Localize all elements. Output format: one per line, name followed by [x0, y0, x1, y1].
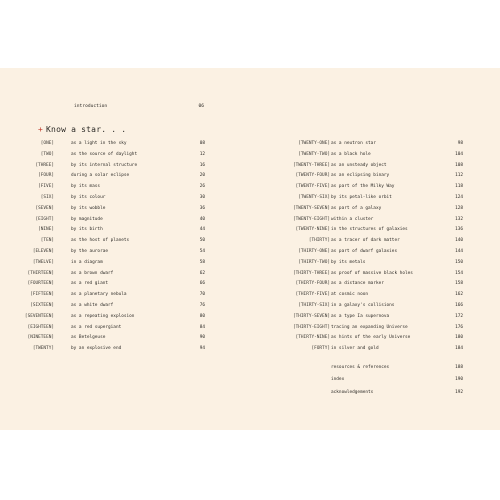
page-number: 188	[455, 365, 463, 370]
page-number: 118	[455, 184, 463, 190]
toc-entry[interactable]	[30, 301, 205, 312]
chapter-title: at cosmic noon	[331, 292, 369, 298]
page-number: 166	[455, 302, 463, 308]
toc-entry[interactable]	[280, 312, 463, 323]
page-number: 76	[199, 302, 205, 308]
page-number: 90	[199, 335, 205, 341]
chapter-number: [ONE]	[40, 141, 54, 146]
chapter-number: [THIRTY-SEVEN]	[292, 313, 330, 319]
toc-entry[interactable]	[280, 290, 463, 301]
chapter-number: [FIFTEEN]	[30, 292, 54, 298]
page-number: 128	[455, 205, 463, 211]
chapter-number: [SIX]	[40, 194, 54, 200]
toc-entry[interactable]	[280, 225, 463, 236]
chapter-title: as hints of the early Universe	[331, 335, 411, 341]
chapter-number: [TWENTY-SEVEN]	[292, 205, 330, 211]
page-number: 30	[199, 194, 205, 200]
chapter-title: as an eclipsing binary	[331, 173, 390, 179]
toc-entry[interactable]	[280, 279, 463, 290]
page-number: 124	[455, 194, 463, 200]
page-number: 136	[455, 227, 463, 233]
chapter-number: [FORTY]	[311, 346, 330, 352]
chapter-number: [TWENTY-NINE]	[295, 227, 330, 233]
page-number: 192	[455, 389, 463, 395]
toc-entry[interactable]	[24, 312, 205, 323]
chapter-title: as a brown dwarf	[71, 270, 114, 276]
left-contents-column	[24, 139, 205, 355]
toc-entry[interactable]	[280, 269, 463, 280]
right-contents-column	[280, 139, 463, 355]
chapter-title: as a planetary nebula	[71, 292, 127, 298]
toc-entry[interactable]	[30, 139, 205, 150]
toc-entry[interactable]	[331, 387, 463, 399]
intro-page-number: 06	[198, 104, 204, 109]
page-number: 190	[455, 377, 463, 383]
page-number: 54	[199, 248, 205, 254]
chapter-number: [SEVEN]	[35, 205, 54, 211]
chapter-number: [TWENTY-SIX]	[298, 194, 330, 200]
chapter-title: as an unsteady object	[331, 162, 387, 168]
chapter-title: by its colour	[71, 194, 106, 200]
chapter-number: [TWENTY-EIGHT]	[292, 216, 330, 222]
chapter-number: [SIXTEEN]	[30, 302, 54, 308]
chapter-title: by its mass	[71, 184, 101, 190]
toc-entry[interactable]	[280, 236, 463, 247]
chapter-title: as a white dwarf	[71, 302, 114, 308]
chapter-number: [THIRTY-EIGHT]	[292, 324, 330, 330]
toc-entry[interactable]	[30, 258, 205, 269]
chapter-number: [THREE]	[35, 162, 54, 168]
page-number: 172	[455, 313, 463, 319]
chapter-title: by its metals	[331, 259, 366, 265]
chapter-number: [THIRTY-TWO]	[298, 259, 330, 265]
page-number: 184	[455, 346, 463, 352]
chapter-number: [TWELVE]	[32, 259, 54, 265]
toc-entry[interactable]	[30, 225, 205, 236]
toc-entry[interactable]	[280, 301, 463, 312]
page-number: 84	[199, 324, 205, 330]
chapter-number: [THIRTY-THREE]	[292, 270, 330, 276]
chapter-title: as a distance marker	[331, 281, 384, 287]
chapter-number: [THIRTY]	[308, 238, 330, 244]
chapter-number: [TWENTY]	[32, 346, 54, 352]
chapter-title: during a solar eclipse	[71, 173, 130, 179]
chapter-title: within a cluster	[331, 216, 374, 222]
toc-entry[interactable]	[30, 215, 205, 226]
page-number: 104	[455, 151, 463, 157]
chapter-number: [ELEVEN]	[32, 248, 54, 254]
chapter-number: [THIRTY-NINE]	[295, 335, 330, 341]
chapter-number: [TWENTY-TWO]	[298, 151, 330, 157]
chapter-number: [TWENTY-FOUR]	[295, 173, 330, 179]
chapter-title: as a red supergiant	[71, 324, 122, 330]
toc-entry[interactable]	[280, 323, 463, 334]
chapter-title: as the source of daylight	[71, 151, 138, 157]
toc-entry[interactable]	[280, 193, 463, 204]
chapter-number: [THIRTY-FOUR]	[295, 281, 330, 287]
page-number: 144	[455, 248, 463, 254]
page-number: 26	[199, 184, 205, 190]
page-number: 158	[455, 281, 463, 287]
page-number: 62	[199, 270, 205, 276]
toc-entry[interactable]	[280, 182, 463, 193]
chapter-number: [TWENTY-ONE]	[298, 141, 330, 146]
intro-entry[interactable]	[74, 104, 204, 109]
chapter-title: as a type Ia supernova	[331, 313, 390, 319]
chapter-title: in the structures of galaxies	[331, 227, 408, 233]
page-number: 80	[199, 313, 205, 319]
page-number: 20	[199, 173, 205, 179]
page-number: 98	[457, 141, 463, 146]
page-number: 132	[455, 216, 463, 222]
chapter-title: acknowledgements	[331, 389, 374, 395]
page-number: 58	[199, 259, 205, 265]
page-number: 70	[199, 292, 205, 298]
chapter-title: in silver and gold	[331, 346, 379, 352]
page-number: 36	[199, 205, 205, 211]
chapter-number: [TEN]	[40, 238, 54, 244]
chapter-title: by its wobble	[71, 205, 106, 211]
chapter-title: as a neutron star	[331, 141, 376, 146]
chapter-title: in a diagram	[71, 259, 103, 265]
chapter-number: [THIRTEEN]	[27, 270, 54, 276]
page-number: 180	[455, 335, 463, 341]
toc-entry[interactable]	[30, 182, 205, 193]
chapter-title: as part of dwarf galaxies	[331, 248, 398, 254]
toc-entry[interactable]	[280, 171, 463, 182]
chapter-title: resources & references	[331, 365, 390, 370]
toc-entry[interactable]	[27, 323, 205, 334]
chapter-title: by its internal structure	[71, 162, 138, 168]
toc-entry[interactable]	[30, 236, 205, 247]
intro-title: introduction	[74, 104, 108, 109]
toc-entry[interactable]	[280, 258, 463, 269]
toc-entry[interactable]	[30, 247, 205, 258]
toc-entry[interactable]	[27, 333, 205, 344]
section-heading-text: Know a star. . .	[46, 125, 127, 134]
toc-entry[interactable]	[30, 290, 205, 301]
chapter-number: [TWENTY-FIVE]	[295, 184, 330, 190]
page-number: 176	[455, 324, 463, 330]
chapter-number: [TWO]	[40, 151, 54, 157]
chapter-title: as Betelgeuse	[71, 335, 106, 341]
toc-entry[interactable]	[27, 279, 205, 290]
chapter-number: [NINE]	[38, 227, 54, 233]
chapter-title: as a light in the sky	[71, 141, 127, 146]
toc-entry[interactable]	[27, 269, 205, 280]
chapter-number: [EIGHT]	[35, 216, 54, 222]
chapter-number: [EIGHTEEN]	[27, 324, 54, 330]
chapter-title: in a galaxy's collisions	[331, 302, 395, 308]
toc-entry[interactable]	[30, 204, 205, 215]
back-matter-list	[331, 362, 463, 399]
plus-icon: +	[38, 125, 44, 134]
page-number: 94	[199, 346, 205, 352]
toc-entry[interactable]	[331, 374, 463, 386]
toc-entry[interactable]	[280, 150, 463, 161]
chapter-title: as part of the Milky Way	[331, 184, 395, 190]
page-number: 140	[455, 238, 463, 244]
chapter-title: by magnitude	[71, 216, 103, 222]
toc-entry[interactable]	[30, 193, 205, 204]
toc-entry[interactable]	[30, 161, 205, 172]
chapter-title: by its birth	[71, 227, 103, 233]
chapter-number: [NINETEEN]	[27, 335, 54, 341]
toc-entry[interactable]	[280, 344, 463, 355]
chapter-number: [FOUR]	[38, 173, 54, 179]
section-heading	[38, 125, 126, 134]
chapter-title: by its petal-like orbit	[331, 194, 392, 200]
toc-entry[interactable]	[30, 171, 205, 182]
page-number: 66	[199, 281, 205, 287]
chapter-title: as proof of massive black holes	[331, 270, 413, 276]
chapter-title: as the host of planets	[71, 238, 130, 244]
chapter-number: [TWENTY-THREE]	[292, 162, 330, 168]
chapter-title: by an explosive end	[71, 346, 122, 352]
toc-entry[interactable]	[280, 247, 463, 258]
chapter-title: index	[331, 377, 345, 383]
page-number: 112	[455, 173, 463, 179]
chapter-title: as a tracer of dark matter	[331, 238, 400, 244]
page-number: 50	[199, 238, 205, 244]
page-number: 40	[199, 216, 205, 222]
chapter-title: as part of a galaxy	[331, 205, 382, 211]
chapter-number: [SEVENTEEN]	[24, 313, 54, 319]
toc-entry[interactable]	[280, 204, 463, 215]
page-number: 162	[455, 292, 463, 298]
chapter-number: [THIRTY-ONE]	[298, 248, 330, 254]
chapter-title: as a red giant	[71, 281, 109, 287]
contents-page	[0, 68, 500, 430]
page-number: 16	[199, 162, 205, 168]
chapter-title: by the aurorae	[71, 248, 109, 254]
toc-entry[interactable]	[280, 215, 463, 226]
chapter-title: as a repeating explosion	[71, 313, 135, 319]
chapter-number: [FOURTEEN]	[27, 281, 54, 287]
toc-entry[interactable]	[280, 161, 463, 172]
page-number: 44	[199, 227, 205, 233]
chapter-title: as a black hole	[331, 151, 371, 157]
toc-entry[interactable]	[280, 139, 463, 150]
page-number: 154	[455, 270, 463, 276]
chapter-number: [FIVE]	[38, 184, 54, 190]
toc-entry[interactable]	[30, 344, 205, 355]
page-number: 108	[455, 162, 463, 168]
page-number: 08	[199, 141, 205, 146]
page-number: 150	[455, 259, 463, 265]
toc-entry[interactable]	[331, 362, 463, 374]
page-number: 12	[199, 151, 205, 157]
chapter-number: [THIRTY-FIVE]	[295, 292, 330, 298]
chapter-number: [THIRTY-SIX]	[298, 302, 330, 308]
chapter-title: tracing an expanding Universe	[331, 324, 408, 330]
toc-entry[interactable]	[30, 150, 205, 161]
toc-entry[interactable]	[280, 333, 463, 344]
